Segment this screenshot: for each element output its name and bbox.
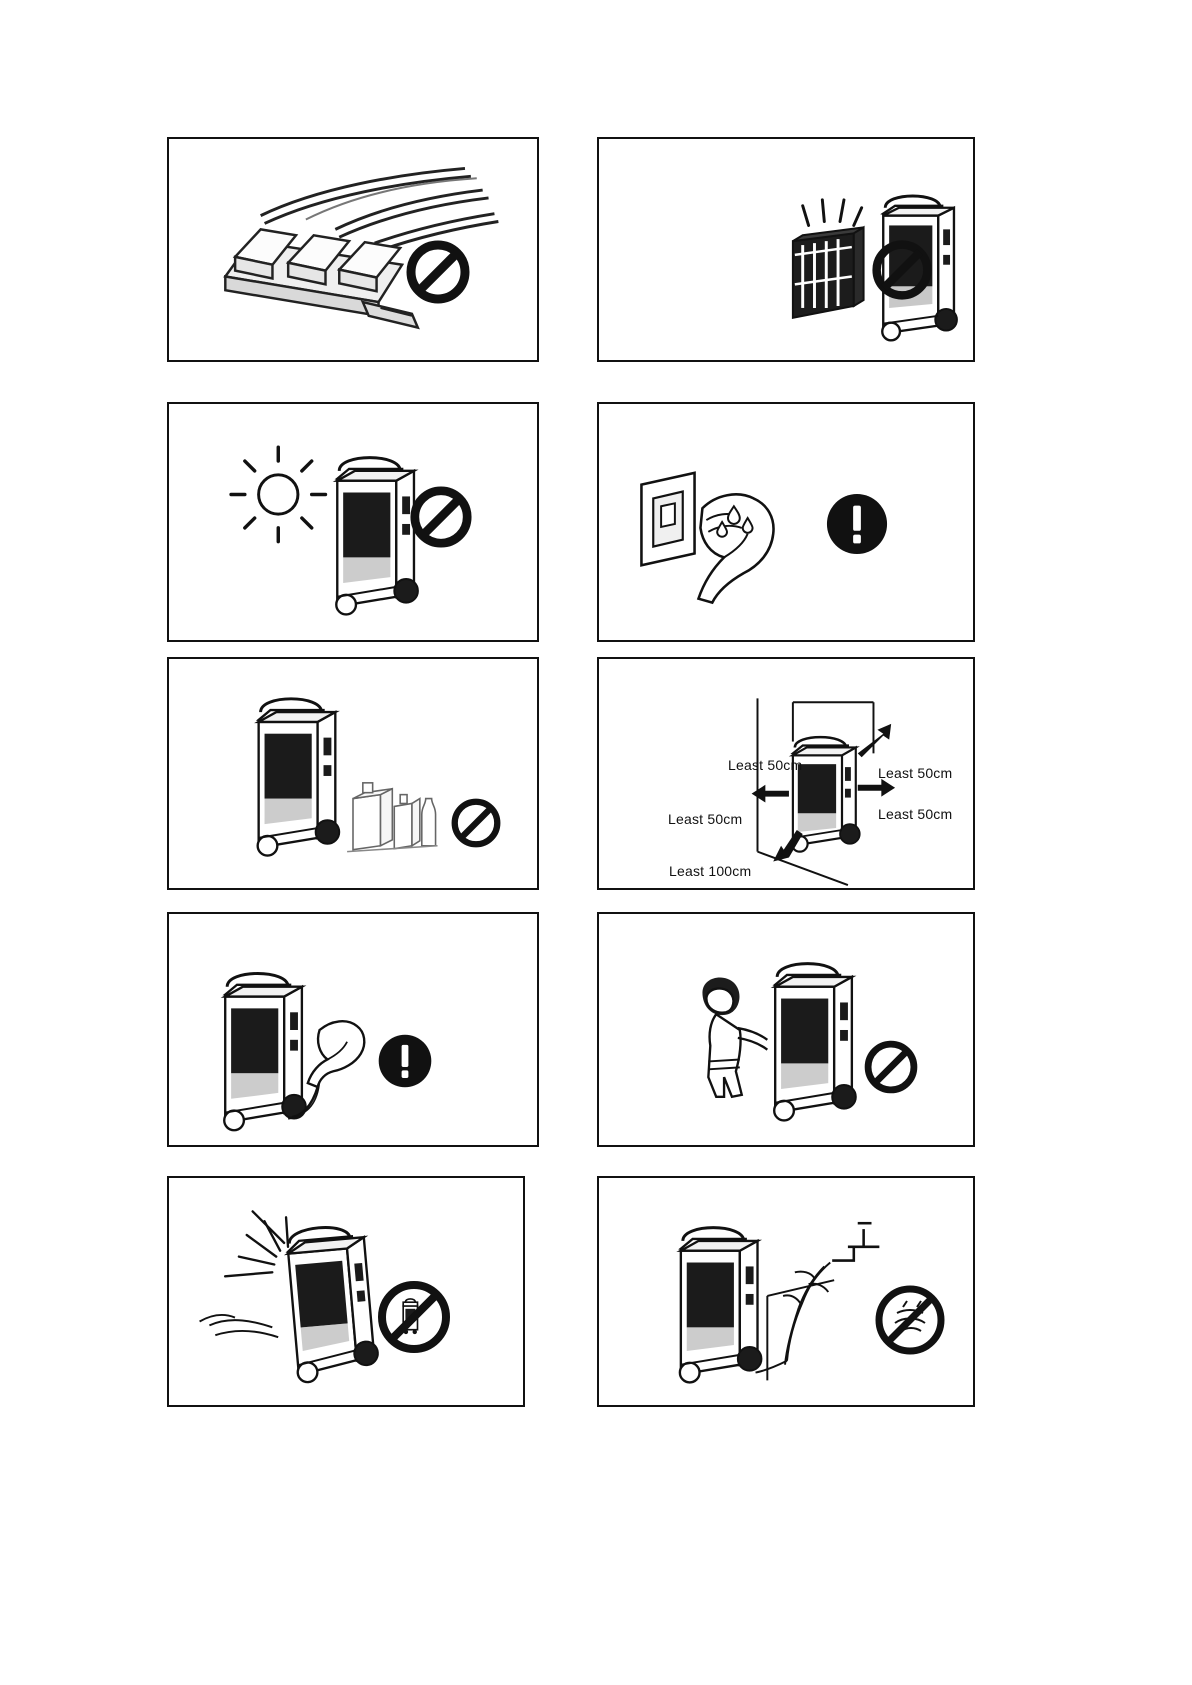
clearance-label-bottom-front: Least 100cm	[669, 863, 752, 879]
dehumidifier-figure	[774, 964, 856, 1121]
panel-direct-sunlight	[167, 402, 539, 642]
dehumidifier-near-flammables-icon	[169, 659, 537, 888]
prohibition-badge	[405, 239, 471, 305]
mandatory-badge	[377, 1033, 433, 1089]
prohibition-no-water-badge	[873, 1283, 947, 1357]
dehumidifier-tipping-over-icon	[169, 1178, 523, 1405]
clearance-label-left: Least 50cm	[668, 811, 743, 827]
panel-no-children	[597, 912, 975, 1147]
child-pushing-dehumidifier-icon	[599, 914, 973, 1145]
prohibition-badge	[409, 485, 473, 549]
panel-overloaded-outlet	[167, 137, 539, 362]
dehumidifier-figure	[224, 973, 306, 1130]
dehumidifier-figure	[680, 1228, 762, 1383]
panel-wet-hands-switch	[597, 402, 975, 642]
panel-clearances	[597, 657, 975, 890]
prohibition-no-tipping-badge	[375, 1278, 453, 1356]
power-strip-overload-icon	[169, 139, 537, 360]
panel-flammable-liquids	[167, 657, 539, 890]
clearance-label-top-left: Least 50cm	[728, 757, 803, 773]
prohibition-badge	[871, 239, 933, 301]
dehumidifier-in-sunlight-icon	[169, 404, 537, 640]
panel-no-tipping	[167, 1176, 525, 1407]
prohibition-badge	[450, 797, 502, 849]
panel-unplug-by-plug	[167, 912, 539, 1147]
panel-no-water-splash	[597, 1176, 975, 1407]
prohibition-badge	[863, 1039, 919, 1095]
clearance-label-right: Least 50cm	[878, 806, 953, 822]
panel-heat-source	[597, 137, 975, 362]
dehumidifier-figure	[285, 1224, 380, 1383]
wet-hand-on-switch-icon	[599, 404, 973, 640]
dehumidifier-figure	[258, 699, 340, 856]
dehumidifier-unplug-cord-icon	[169, 914, 537, 1145]
dehumidifier-figure	[336, 458, 418, 615]
clearance-label-top-right: Least 50cm	[878, 765, 953, 781]
mandatory-badge	[825, 492, 889, 556]
